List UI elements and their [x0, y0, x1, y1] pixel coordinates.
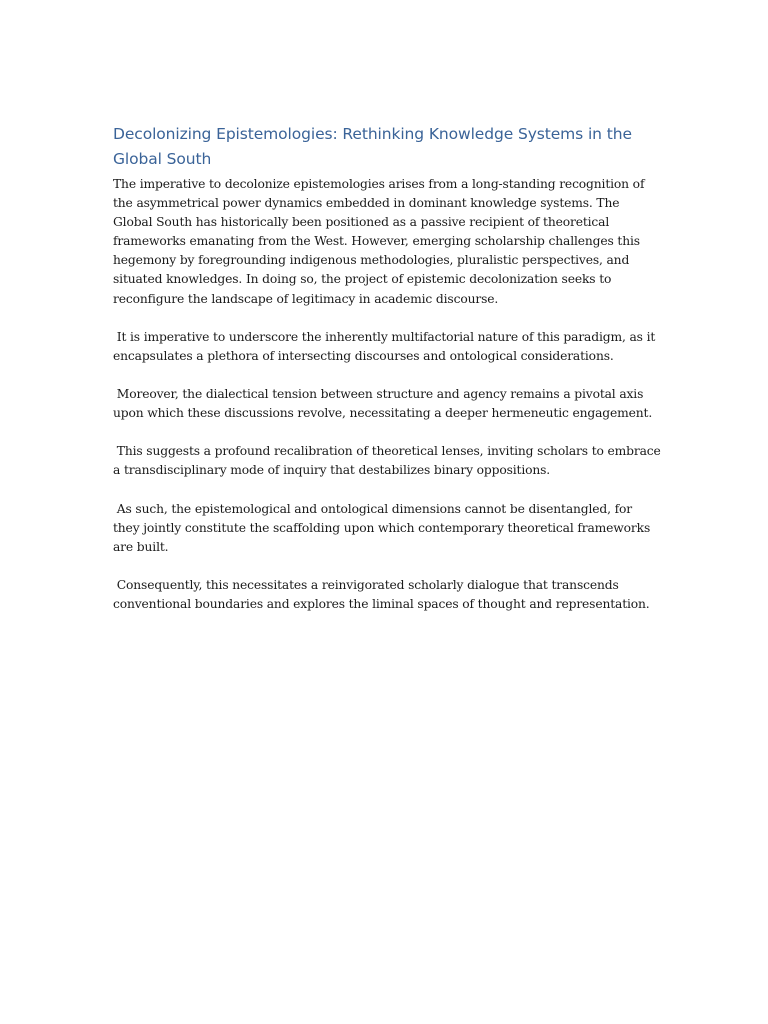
document-title: Decolonizing Epistemologies: Rethinking Knowledge Systems in the Global South: [113, 125, 632, 168]
paragraph-2: It is imperative to underscore the inherently multifactorial nature of this paradigm, as it encapsulates a plethora of intersecting discourses and ontological considerations.: [113, 329, 659, 363]
paragraph-4: This suggests a profound recalibration of theoretical lenses, inviting scholars to embrace a transdisciplinary mode of inquiry that destabilizes binary oppositions.: [113, 444, 665, 478]
paragraph-5: As such, the epistemological and ontological dimensions cannot be disentangled, for they jointly constitute the scaffolding upon which contemporary theoretical frameworks are built.: [113, 501, 654, 554]
paragraph-3: Moreover, the dialectical tension between structure and agency remains a pivotal axis upon which these discussions revolve, necessitating a deeper hermeneutic engagement.: [113, 387, 653, 421]
document-body: [113, 122, 665, 633]
paragraph-intro: The imperative to decolonize epistemologies arises from a long-standing recognition of the asymmetrical power dynamics embedded in dominant knowledge systems. The Global South has historically been positioned as a passive recipient of theoretical frameworks emanating from the West. However, emerging scholarship challenges this hegemony by foregrounding indigenous methodologies, pluralistic perspectives, and situated knowledges. In doing so, the project of epistemic decolonization seeks to reconfigure the landscape of legitimacy in academic discourse.: [113, 177, 649, 306]
paragraph-6: Consequently, this necessitates a reinvigorated scholarly dialogue that transcends conventional boundaries and explores the liminal spaces of thought and representation.: [113, 577, 650, 612]
